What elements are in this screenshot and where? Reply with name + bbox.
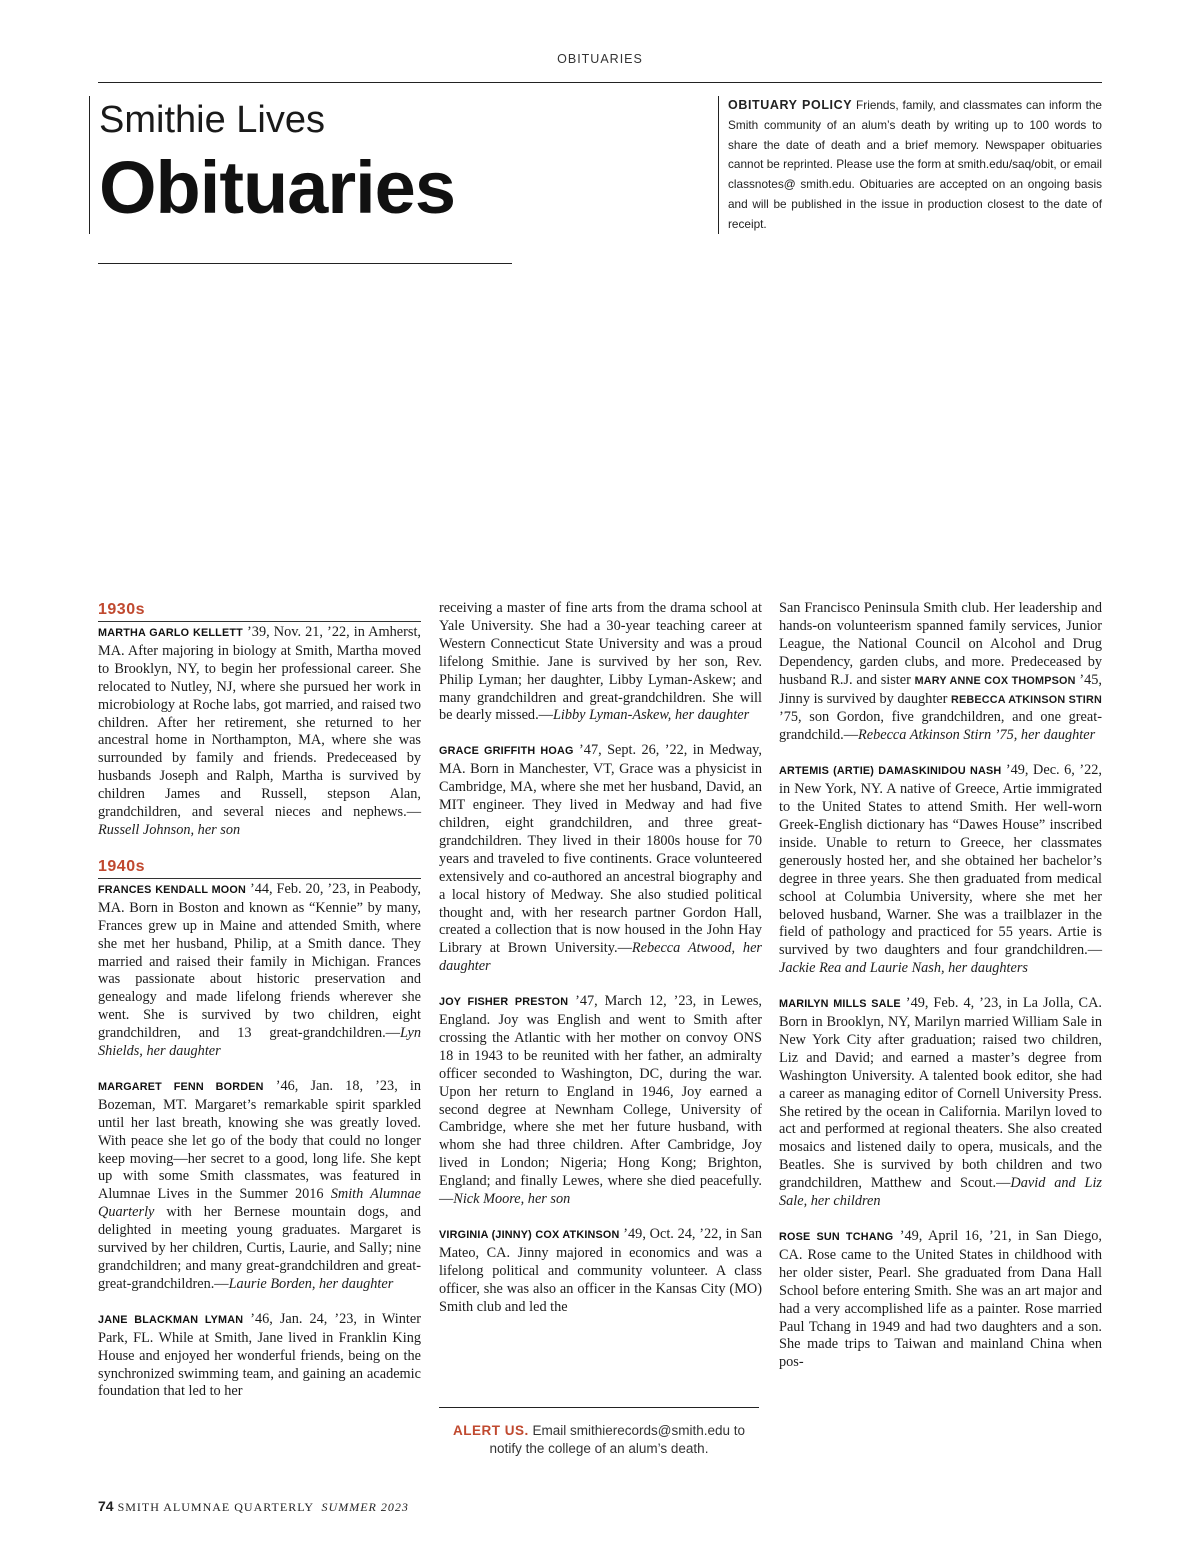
inline-name: REBECCA ATKINSON STIRN: [951, 693, 1102, 706]
obituary-name: MARILYN MILLS SALE: [779, 998, 901, 1011]
obituary-body: ’49, Feb. 4, ’23, in La Jolla, CA. Born in Brooklyn, NY, Marilyn married William Sale in New York City after graduation; raised two children, Liz and David; and earned a master’s degree from Washington University. A talented book editor, she had a career as managing editor of Cornell University Press. She retired by the ocean in California. Marilyn loved to act and performed at regional theaters. She also created mosaics and listened daily to opera, musicals, and the Beatles. She is survived by both children and two grandchildren, Matthew and Scout.—: [779, 995, 1102, 1192]
top-rule: [98, 82, 1102, 83]
obituary-atkinson-continued: [779, 600, 1102, 745]
obituary-body-2: with her Bernese mountain dogs, and delighted in meeting young graduates. Margaret is survived by her children, Curtis, Laurie, and Sally; nine grandchildren; and many great-grandchildren and great-great-grandchildren.—: [98, 1204, 421, 1292]
obituary-tchang: [779, 1228, 1102, 1372]
obituary-name: JANE BLACKMAN LYMAN: [98, 1313, 244, 1326]
obituary-name: JOY FISHER PRESTON: [439, 996, 569, 1009]
alert-text: Email smithierecords@smith.edu to notify the college of an alum’s death.: [489, 1423, 746, 1456]
obituary-signature: David and Liz Sale, her children: [779, 1175, 1102, 1210]
obituary-name: VIRGINIA (JINNY) COX ATKINSON: [439, 1229, 620, 1241]
obituary-signature: Russell Johnson, her son: [98, 821, 241, 838]
policy-lead: OBITUARY POLICY: [728, 98, 853, 112]
policy-text: Friends, family, and classmates can inform the Smith community of an alum’s death by writing up to 100 words to share the date of death and a brief memory. Newspaper obituaries cannot be reprinted. Please use the form at smith.edu/saq/obit, or email classnotes@ smith.edu. Obituaries are accepted on an ongoing basis and will be published in the issue in production closest to the date of receipt.: [728, 98, 1102, 231]
obituary-lyman: [98, 1311, 421, 1402]
obituary-body-continued: San Francisco Peninsula Smith club. Her leadership and hands-on volunteerism spanned family services, Junior League, the National Council on Alcohol and Drug Dependency, garden clubs, and more. Predeceased by husband R.J. and sister: [779, 600, 1102, 688]
obituary-signature: Libby Lyman-Askew, her daughter: [552, 707, 750, 724]
obituary-atkinson: [439, 1226, 762, 1317]
obituary-name: GRACE GRIFFITH HOAG: [439, 745, 574, 758]
obituary-hoag: [439, 742, 762, 976]
issue-label: SUMMER 2023: [321, 1500, 409, 1514]
inline-name: MARY ANNE COX THOMPSON: [914, 674, 1076, 687]
obituary-preston: [439, 993, 762, 1209]
obituary-body: ’46, Jan. 18, ’23, in Bozeman, MT. Margaret’s remarkable spirit sparkled until her last breath, knowing she was greatly loved. With peace she let go of the body that could no longer keep moving—her secret to a good, long life. She kept up with some Smith classmates, was featured in Alumnae Lives in the Summer 2016: [98, 1077, 421, 1203]
obituary-signature: Jackie Rea and Laurie Nash, her daughters: [779, 960, 1028, 977]
obituary-nash: [779, 762, 1102, 978]
column-1: [98, 600, 421, 1418]
obituary-name: MARGARET FENN BORDEN: [98, 1080, 264, 1093]
obituary-sale: [779, 995, 1102, 1211]
obituary-body: ’49, Dec. 6, ’22, in New York, NY. A native of Greece, Artie immigrated to the United States to attend Smith. Her well-worn Greek-English dictionary has “Dawes House” inscribed inside. Unable to return to Greece, her classmates generously hosted her, and she obtained her bachelor’s degree in three years. She then graduated from medical school at Columbia University, where she met her beloved husband, Warner. She was a trailblazer in the field of pathology and practiced for 55 years. Artie is survived by two daughters and four grandchildren.—: [779, 762, 1102, 959]
obituary-signature: Nick Moore, her son: [453, 1191, 571, 1208]
obituary-body: ’46, Jan. 24, ’23, in Winter Park, FL. While at Smith, Jane lived in Franklin King House and enjoyed her wonderful friends, being on the synchronized swimming team, and gaining an academic foundation that led to her: [98, 1310, 421, 1400]
column-2: [439, 600, 762, 1334]
alert-lead: ALERT US.: [452, 1423, 529, 1438]
obituary-body: ’49, April 16, ’21, in San Diego, CA. Rose came to the United States in childhood with her older sister, Pearl. She graduated from Dana Hall School before entering Smith. She was an art major and had a very accomplished life as a painter. Rose married Paul Tchang in 1949 and had two daughters and a son. She made trips to Taiwan and mainland China when pos-: [779, 1228, 1103, 1371]
obituary-name: FRANCES KENDALL MOON: [98, 883, 246, 896]
obituary-body: ’44, Feb. 20, ’23, in Peabody, MA. Born in Boston and known as “Kennie” by many, Frances grew up in Maine and attended Smith, where she met her husband, Philip, at a Smith dance. They married and raised their family in Michigan. Frances was passionate about historic preservation and genealogy and made lifelong friends wherever she went. She is survived by two children, eight grandchildren, and 13 great-grandchildren.—: [98, 880, 421, 1042]
obituary-signature: Rebecca Atwood, her daughter: [439, 940, 762, 975]
decade-heading-1940s: 1940s: [98, 857, 421, 879]
obituary-body-continued-3: ’75, son Gordon, five grandchildren, and one great-grandchild.—: [779, 709, 1102, 744]
obituary-lyman-continued: [439, 600, 762, 725]
page-number: 74: [98, 1498, 114, 1514]
title-underline: [98, 263, 512, 264]
obituary-body: ’47, Sept. 26, ’22, in Medway, MA. Born in Manchester, VT, Grace was a physicist in Cambridge, MA, where she met her husband, David, an MIT engineer. They lived in Medway and had five children, eight grandchildren, and three great-grandchildren. They lived in their 1800s house for 70 years and traveled to five continents. Grace volunteered extensively and co-authored an ancestral biography and a local history of Medway. She also studied political thought and, with her research partner Gordon Hall, created a collection that is now housed in the John Hay Library at Brown University.—: [439, 742, 762, 957]
obituary-body-continued: receiving a master of fine arts from the drama school at Yale University. She had a 30-year teaching career at Western Connecticut State University and was a proud lifelong Smithie. Jane is survived by her son, Rev. Philip Lyman; her daughter, Libby Lyman-Askew; and many grandchildren and great-grandchildren. She will be dearly missed.—: [439, 600, 762, 724]
obituary-body-continued-2: ’45, Jinny is survived by daughter: [779, 671, 1102, 707]
column-3: [779, 600, 1102, 1389]
obituary-body: ’49, Oct. 24, ’22, in San Mateo, CA. Jinny majored in economics and was a lifelong political and community volunteer. A class officer, she was also an officer in the Kansas City (MO) Smith club and led the: [439, 1226, 762, 1315]
title-kicker: Smithie Lives: [99, 99, 325, 141]
obituary-signature: Lyn Shields, her daughter: [98, 1025, 421, 1060]
obituary-body: ’39, Nov. 21, ’22, in Amherst, MA. After majoring in biology at Smith, Martha moved to Brooklyn, NY, to begin her professional career. She relocated to Nutley, NJ, where she pursued her work in microbiology at Roche labs, got married, and raised two children. After her retirement, she returned to her ancestral home in Northampton, MA, where she was surrounded by family and friends. Predeceased by husbands Joseph and Ralph, Martha is survived by children James and Russell, stepson Alan, grandchildren, and several nieces and nephews.—: [98, 624, 421, 821]
publication-title: Smith Alumnae Quarterly: [98, 1186, 421, 1221]
obituary-name: ARTEMIS (ARTIE) DAMASKINIDOU NASH: [779, 765, 1002, 778]
obituary-body: ’47, March 12, ’23, in Lewes, England. Joy was English and went to Smith after crossing the Atlantic with her mother on convoy ONS 18 in 1943 to be reunited with her father, an admiralty officer seconded to Washington, DC, during the war. Upon her return to England in 1946, Joy earned a second degree at Newnham College, University of Cambridge, where she met her future husband, with whom she had three children. After Cambridge, Joy lived in London; Nigeria; Hong Kong; Brighton, England; and finally Lewes, where she died peacefully.—: [439, 993, 762, 1208]
obituary-moon: [98, 881, 421, 1061]
obituary-kellett: [98, 624, 421, 840]
publication-name: SMITH ALUMNAE QUARTERLY: [117, 1500, 314, 1514]
decade-heading-1930s: 1930s: [98, 600, 421, 622]
obituary-signature: Laurie Borden, her daughter: [228, 1275, 394, 1292]
obituary-name: ROSE SUN TCHANG: [779, 1231, 894, 1243]
alert-box: [439, 1407, 759, 1458]
obituary-name: MARTHA GARLO KELLETT: [98, 627, 243, 639]
obituary-policy: [718, 96, 1102, 234]
running-head: OBITUARIES: [557, 52, 643, 66]
title-block: [89, 96, 519, 234]
page-footer: [98, 1498, 409, 1515]
page-title: Obituaries: [99, 146, 455, 229]
obituary-signature: Rebecca Atkinson Stirn ’75, her daughter: [858, 727, 1096, 744]
obituary-borden: [98, 1078, 421, 1294]
